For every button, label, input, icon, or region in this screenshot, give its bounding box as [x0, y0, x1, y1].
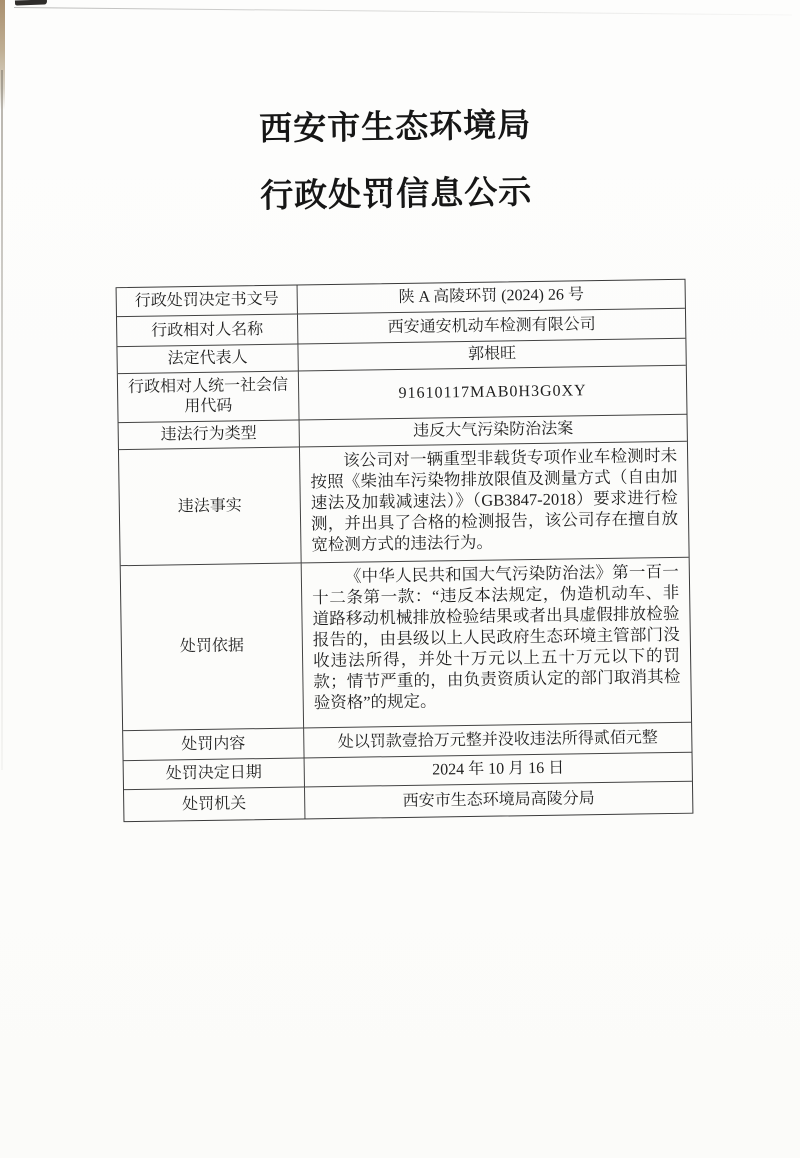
row-value [300, 442, 689, 563]
penalty-basis-paragraph: 《中华人民共和国大气污染防治法》第一百一十二条第一款：“违反本法规定，伪造机动车、非道路移动机械排放检验结果或者出具虚假排放检验报告的，由县级以上人民政府生态环境主管部门没收违法所得，并处十万元以上五十万元以下的罚款；情节严重的，由负责资质认定的部门取消其检验资格”的规定。 [312, 561, 681, 713]
row-label: 行政相对人名称 [117, 314, 298, 346]
row-label: 法定代表人 [117, 344, 298, 373]
violation-facts-paragraph: 该公司对一辆重型非载货专项作业车检测时未按照《柴油车污染物排放限值及测量方式（自由加速法及加载减速法）》（GB3847-2018）要求进行检测，并出具了合格的检测报告，该公司存在擅自放宽检测方式的违法行为。 [310, 445, 679, 555]
row-value: 西安通安机动车检测有限公司 [387, 315, 596, 336]
penalty-info-table [116, 279, 694, 822]
row-label: 行政相对人统一社会信用代码 [118, 371, 300, 422]
row-value: 西安市生态环境局高陵分局 [402, 789, 595, 810]
row-label: 处罚机关 [124, 787, 305, 821]
table-row-penalty-basis [121, 557, 691, 730]
row-value: 2024 年 10 月 16 日 [432, 759, 565, 779]
table-row-credit-code [118, 365, 687, 422]
row-value [302, 558, 691, 728]
row-label: 处罚依据 [121, 563, 304, 730]
document-title-line2: 行政处罚信息公示 [259, 175, 533, 216]
row-value: 郭根旺 [467, 345, 517, 363]
row-label: 处罚决定日期 [124, 758, 305, 789]
document-title-line1: 西安市生态环境局 [258, 108, 532, 149]
table-row-violation-facts [119, 441, 689, 565]
row-value: 违反大气污染防治法案 [413, 420, 574, 440]
row-label: 违法行为类型 [119, 420, 300, 449]
row-value: 陕 A 高陵环罚 (2024) 26 号 [398, 286, 585, 307]
row-value: 处以罚款壹拾万元整并没收违法所得贰佰元整 [337, 728, 658, 751]
row-value: 91610117MAB0H3G0XY [398, 382, 587, 403]
row-label: 处罚内容 [123, 728, 304, 760]
row-label: 行政处罚决定书文号 [117, 286, 298, 317]
row-label: 违法事实 [119, 447, 302, 565]
